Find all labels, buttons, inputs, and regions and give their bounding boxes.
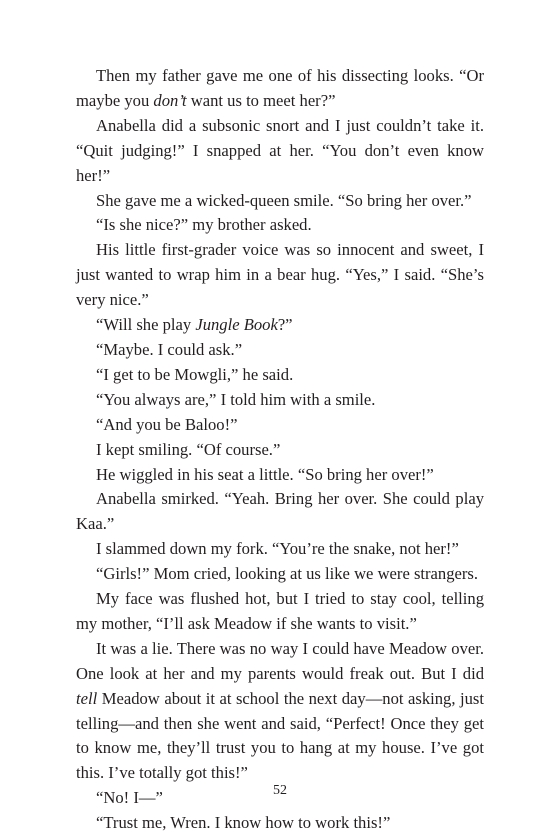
paragraph — [76, 537, 484, 562]
page-number: 52 — [273, 783, 287, 798]
text-run: “Girls!” Mom cried, looking at us like we were strangers. — [96, 564, 479, 584]
paragraph — [76, 438, 484, 463]
text-run: “No! I—” — [96, 788, 163, 808]
paragraph — [76, 562, 484, 587]
italic-text: don’t — [153, 90, 187, 110]
paragraph — [76, 213, 484, 238]
paragraph — [76, 189, 484, 214]
paragraph — [76, 463, 484, 488]
text-run: Then my father gave me one of his dissecting looks. “Or maybe you — [76, 66, 484, 110]
text-run: “Trust me, Wren. I know how to work this!” — [96, 813, 391, 833]
paragraph — [76, 811, 484, 836]
body-text — [76, 64, 484, 836]
paragraph — [76, 64, 484, 114]
text-run: “Maybe. I could ask.” — [96, 339, 243, 359]
paragraph — [76, 114, 484, 189]
text-run: “And you be Baloo!” — [96, 414, 238, 434]
text-run: It was a lie. There was no way I could have Meadow over. One look at her and my parents would freak out. But I did — [76, 638, 484, 683]
text-run: Anabella did a subsonic snort and I just couldn’t take it. “Quit judging!” I snapped at her. “You don’t even know her!” — [76, 115, 484, 185]
text-run: ?” — [277, 315, 293, 335]
text-run: He wiggled in his seat a little. “So bring her over!” — [96, 464, 434, 484]
text-run: My face was flushed hot, but I tried to stay cool, telling my mother, “I’ll ask Meadow if she wants to visit.” — [76, 589, 484, 633]
text-run: I kept smiling. “Of course.” — [96, 439, 281, 459]
text-run: “Will she play — [96, 315, 196, 335]
italic-text: tell — [76, 688, 98, 708]
paragraph — [76, 363, 484, 388]
paragraph — [76, 587, 484, 637]
text-run: His little first-grader voice was so innocent and sweet, I just wanted to wrap him in a bear hug. “Yes,” I said. “She’s very nice.” — [76, 240, 484, 310]
paragraph — [76, 637, 484, 786]
text-run: “I get to be Mowgli,” he said. — [96, 364, 294, 384]
paragraph — [76, 487, 484, 537]
text-run: She gave me a wicked-queen smile. “So bring her over.” — [96, 190, 472, 210]
paragraph — [76, 388, 484, 413]
text-run: Meadow about it at school the next day—not asking, just telling—and then she went and said, “Perfect! Once they get to know me, they’ll trust you to hang at my house. I’ve got this. I’ve totally got this!” — [76, 688, 484, 783]
paragraph — [76, 313, 484, 338]
text-run: “Is she nice?” my brother asked. — [96, 215, 312, 235]
text-run: “You always are,” I told him with a smile. — [96, 389, 376, 409]
italic-text: Jungle Book — [195, 315, 278, 335]
paragraph — [76, 338, 484, 363]
paragraph — [76, 238, 484, 313]
text-run: Anabella smirked. “Yeah. Bring her over. She could play Kaa.” — [76, 489, 484, 534]
text-run: I slammed down my fork. “You’re the snake, not her!” — [96, 539, 459, 559]
text-run: want us to meet her?” — [186, 90, 336, 110]
paragraph — [76, 413, 484, 438]
